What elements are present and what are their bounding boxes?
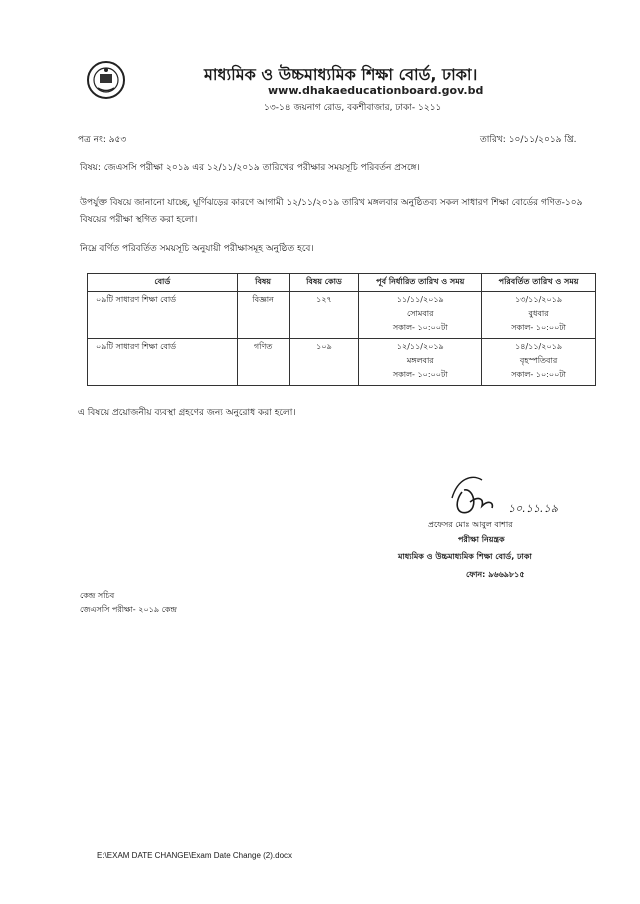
recipient-line-2: জেএসসি পরীক্ষা- ২০১৯ কেন্দ্র	[80, 605, 177, 614]
signatory-board: মাধ্যমিক ও উচ্চমাধ্যমিক শিক্ষা বোর্ড, ঢাকা	[398, 552, 532, 561]
memo-number: পত্র নং: ৯৫৩	[78, 135, 127, 145]
code-cell: ১০৯	[289, 339, 359, 386]
previous-schedule-cell	[359, 292, 482, 339]
new-date: ১৪/১১/২০১৯	[515, 342, 563, 351]
board-cell: ০৯টি সাধারণ শিক্ষা বোর্ড	[88, 339, 238, 386]
signature-date: ১০.১১.১৯	[508, 502, 558, 515]
previous-time: সকাল- ১০:০০টা	[392, 323, 448, 332]
previous-day: সোমবার	[407, 309, 434, 318]
board-title: মাধ্যমিক ও উচ্চমাধ্যমিক শিক্ষা বোর্ড, ঢাকা।	[204, 65, 478, 84]
board-cell: ০৯টি সাধারণ শিক্ষা বোর্ড	[88, 292, 238, 339]
previous-date: ১২/১১/২০১৯	[396, 342, 444, 351]
column-header-new-schedule: পরিবর্তিত তারিখ ও সময়	[482, 274, 596, 292]
closing-request: এ বিষয়ে প্রয়োজনীয় ব্যবস্থা গ্রহণের জন্য অনুরোধ করা হলো।	[78, 408, 296, 418]
previous-schedule-cell	[359, 339, 482, 386]
new-time: সকাল- ১০:০০টা	[511, 370, 566, 379]
column-header-board: বোর্ড	[88, 274, 238, 292]
handwritten-signature	[448, 472, 588, 522]
new-time: সকাল- ১০:০০টা	[511, 323, 566, 332]
previous-time: সকাল- ১০:০০টা	[392, 370, 448, 379]
recipient-line-1: কেন্দ্র সচিব	[80, 591, 115, 600]
exam-schedule-table	[87, 273, 596, 386]
body-paragraph-1: উপর্যুক্ত বিষয়ে জানানো যাচ্ছে, ঘূর্ণিঝড়ের কারণে আগামী ১২/১১/২০১৯ তারিখ মঙ্গলবার অনুষ্ঠিতব্য সকল সাধারণ শিক্ষা বোর্ডের গণিত-১০৯ বিষয়ের পরীক্ষা স্থগিত করা হলো।	[80, 198, 583, 225]
file-path: E:\EXAM DATE CHANGE\Exam Date Change (2).docx	[97, 851, 293, 860]
subject-cell: গণিত	[237, 339, 289, 386]
table-header-row	[88, 274, 596, 292]
new-schedule-cell	[482, 339, 596, 386]
signatory-phone: ফোন: ৯৬৬৯৮১৫	[466, 570, 525, 579]
previous-day: মঙ্গলবার	[406, 356, 434, 365]
table-row	[88, 292, 596, 339]
column-header-code: বিষয় কোড	[289, 274, 359, 292]
column-header-subject: বিষয়	[237, 274, 289, 292]
signatory-title: পরীক্ষা নিয়ন্ত্রক	[458, 535, 505, 544]
table-row	[88, 339, 596, 386]
body-paragraph-2: নিম্নে বর্ণিত পরিবর্তিত সময়সূচি অনুযায়ী পরীক্ষাসমূহ অনুষ্ঠিত হবে।	[80, 244, 314, 254]
new-schedule-cell	[482, 292, 596, 339]
new-date: ১৩/১১/২০১৯	[515, 295, 563, 304]
board-website: www.dhakaeducationboard.gov.bd	[268, 84, 484, 97]
board-seal-icon	[86, 60, 126, 100]
subject-cell: বিজ্ঞান	[237, 292, 289, 339]
signatory-name: প্রফেসর মোঃ আবুল বাশার	[428, 520, 513, 529]
new-day: বুধবার	[528, 309, 549, 318]
board-address: ১৩-১৪ জয়নাগ রোড, বকশীবাজার, ঢাকা- ১২১১	[264, 103, 442, 113]
new-day: বৃহস্পতিবার	[519, 356, 558, 365]
subject-line: বিষয়: জেএসসি পরীক্ষা ২০১৯ এর ১২/১১/২০১৯ তারিখের পরীক্ষার সময়সূচি পরিবর্তন প্রসঙ্গে।	[80, 163, 420, 173]
code-cell: ১২৭	[289, 292, 359, 339]
letter-date: তারিখ: ১০/১১/২০১৯ খ্রি.	[480, 135, 577, 145]
column-header-previous-schedule: পূর্ব নির্ধারিত তারিখ ও সময়	[359, 274, 482, 292]
previous-date: ১১/১১/২০১৯	[396, 295, 444, 304]
